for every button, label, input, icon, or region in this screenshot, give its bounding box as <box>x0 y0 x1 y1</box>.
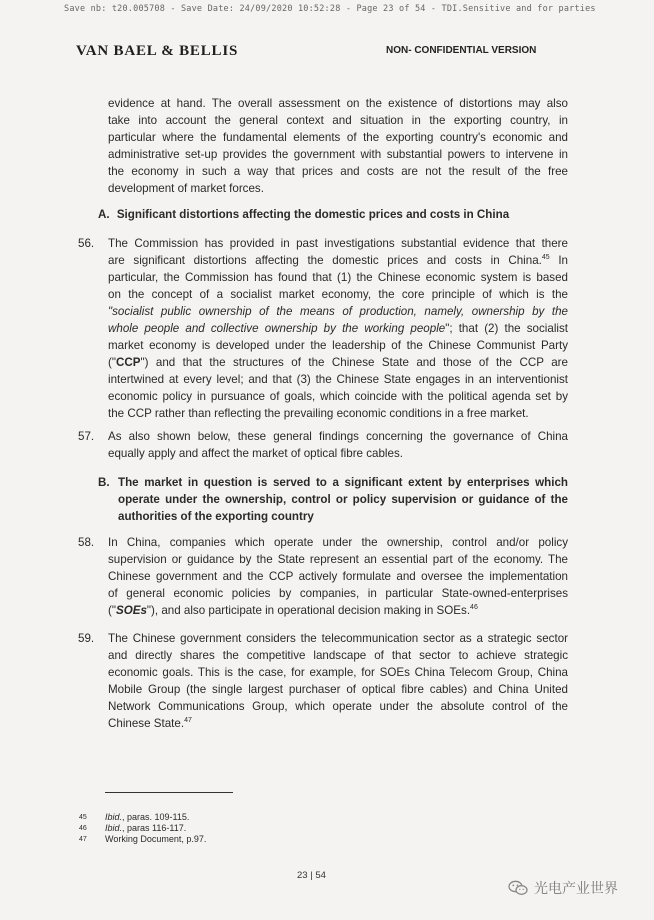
heading-b-line: operate under the ownership, control or policy supervision or guidance of the <box>118 493 568 506</box>
para-58-text: "), and also participate in operational decision making in SOEs. <box>146 604 471 617</box>
page-number: 23 | 54 <box>297 870 326 881</box>
intro-paragraph <box>108 95 568 197</box>
para-56-line: economic policy in pursuance of goals, which coincide with the political agenda set by <box>108 390 568 403</box>
para-58-line: supervision or guidance by the State represent an essential part of the economy. The <box>108 553 568 566</box>
para-56-line: on the concept of a socialist market economy, the core principle of which is the <box>108 288 568 301</box>
para-59-number: 59. <box>78 632 95 645</box>
footnote-ibid: Ibid. <box>105 812 123 822</box>
para-56-line: the CCP rather than reflecting the prevailing economic conditions in a free market. <box>108 407 529 420</box>
intro-line: the economy in such a way that prices and costs are not the result of the free <box>108 165 568 178</box>
para-58-number: 58. <box>78 536 95 549</box>
firm-name: VAN BAEL & BELLIS <box>76 43 239 59</box>
para-57-number: 57. <box>78 430 95 443</box>
heading-a-text: Significant distortions affecting the domestic prices and costs in China <box>116 208 510 221</box>
para-57 <box>108 428 568 462</box>
confidentiality-label: NON- CONFIDENTIAL VERSION <box>386 45 537 56</box>
watermark <box>508 878 618 898</box>
footnote-separator <box>105 792 233 793</box>
para-56-text: ") and that the structures of the Chinese State and those of the CCP are <box>140 356 568 369</box>
para-56-line: "socialist public ownership of the means of production, namely, ownership by the <box>108 305 568 318</box>
footnote-text: Working Document, p.97. <box>105 834 207 844</box>
intro-line: evidence at hand. The overall assessment on the existence of distortions may also <box>108 97 568 110</box>
para-56 <box>108 235 568 422</box>
para-59-line: Network Communications Group, which operate under the absolute control of the <box>108 700 568 713</box>
save-stamp: Save nb: t20.005708 - Save Date: 24/09/2020 10:52:28 - Page 23 of 54 - TDI.Sensitive and for parties <box>64 4 596 14</box>
para-56-text: In <box>549 254 568 267</box>
wechat-icon <box>508 880 528 896</box>
para-57-line: As also shown below, these general findings concerning the governance of China <box>108 430 568 443</box>
para-58-text: (" <box>108 604 116 617</box>
para-59-line: and directly shares the competitive landscape of that sector to achieve strategic <box>108 649 568 662</box>
para-59 <box>108 630 568 732</box>
para-56-number: 56. <box>78 237 95 250</box>
para-56-text: are significant distortions affecting the domestic prices and costs in China. <box>108 254 542 267</box>
footnote-45 <box>79 812 189 823</box>
para-56-line <box>108 320 568 337</box>
para-56-line: The Commission has provided in past investigations substantial evidence that there <box>108 237 568 250</box>
para-58-line: In China, companies which operate under the ownership, control and/or policy <box>108 536 568 549</box>
para-59-line <box>108 715 568 732</box>
footnote-47 <box>79 834 206 845</box>
para-56-line <box>108 252 568 269</box>
para-59-line: economic goals. This is the case, for example, for SOEs China Telecom Group, China <box>108 666 568 679</box>
para-56-line: market economy is developed under the leadership of the Chinese Communist Party <box>108 339 568 352</box>
para-58-line <box>108 602 568 619</box>
intro-line: particular where the fundamental elements of the exporting country's economic and <box>108 131 568 144</box>
para-58 <box>108 534 568 619</box>
para-56-line <box>108 354 568 371</box>
intro-line: development of market forces. <box>108 182 264 195</box>
para-56-quote: whole people and collective ownership by the working people <box>108 322 446 335</box>
soes-term: SOEs <box>115 604 147 617</box>
para-56-line: particular, the Commission has found that (1) the Chinese economic system is based <box>108 271 568 284</box>
footnote-ref-47: 47 <box>184 717 192 725</box>
para-58-line: Chinese government and the CCP actively formulate and oversee the implementation <box>108 570 568 583</box>
footnote-ibid: Ibid. <box>105 823 123 833</box>
para-59-text: Chinese State. <box>108 717 185 730</box>
footnote-number: 45 <box>79 814 87 821</box>
footnote-ref-45: 45 <box>541 254 550 262</box>
intro-line: administrative set-up provides the government with substantial powers to intervene in <box>108 148 568 161</box>
intro-line: take into account the general context and situation in the exporting country, in <box>108 114 568 127</box>
footnote-text: , paras. 109-115. <box>122 812 190 822</box>
heading-b <box>118 474 568 525</box>
para-59-line: The Chinese government considers the telecommunication sector as a strategic sector <box>108 632 568 645</box>
para-57-line: equally apply and affect the market of optical fibre cables. <box>108 447 403 460</box>
ccp-term: CCP <box>115 356 141 369</box>
footnote-ref-46: 46 <box>470 604 478 612</box>
para-56-line: intertwined at every level; and that (3) the Chinese State engages in an interventionist <box>108 373 568 386</box>
heading-b-line: The market in question is served to a significant extent by enterprises which <box>118 476 568 489</box>
para-56-text: "; that (2) the socialist <box>445 322 568 335</box>
footnote-number: 46 <box>79 825 87 832</box>
para-56-text: (" <box>108 356 116 369</box>
watermark-text: 光电产业世界 <box>534 880 618 896</box>
para-59-line: Mobile Group (the single largest purchaser of optical fibre cables) and China United <box>108 683 568 696</box>
footnote-text: , paras 116-117. <box>122 823 187 833</box>
para-58-line: of general economic policies by companies, in particular State-owned-enterprises <box>108 587 568 600</box>
heading-a-letter: A. <box>98 208 110 221</box>
heading-a <box>98 206 568 223</box>
heading-b-letter: B. <box>98 476 110 489</box>
footnote-46 <box>79 823 186 834</box>
footnote-number: 47 <box>79 836 87 843</box>
heading-b-line: authorities of the exporting country <box>118 510 314 523</box>
